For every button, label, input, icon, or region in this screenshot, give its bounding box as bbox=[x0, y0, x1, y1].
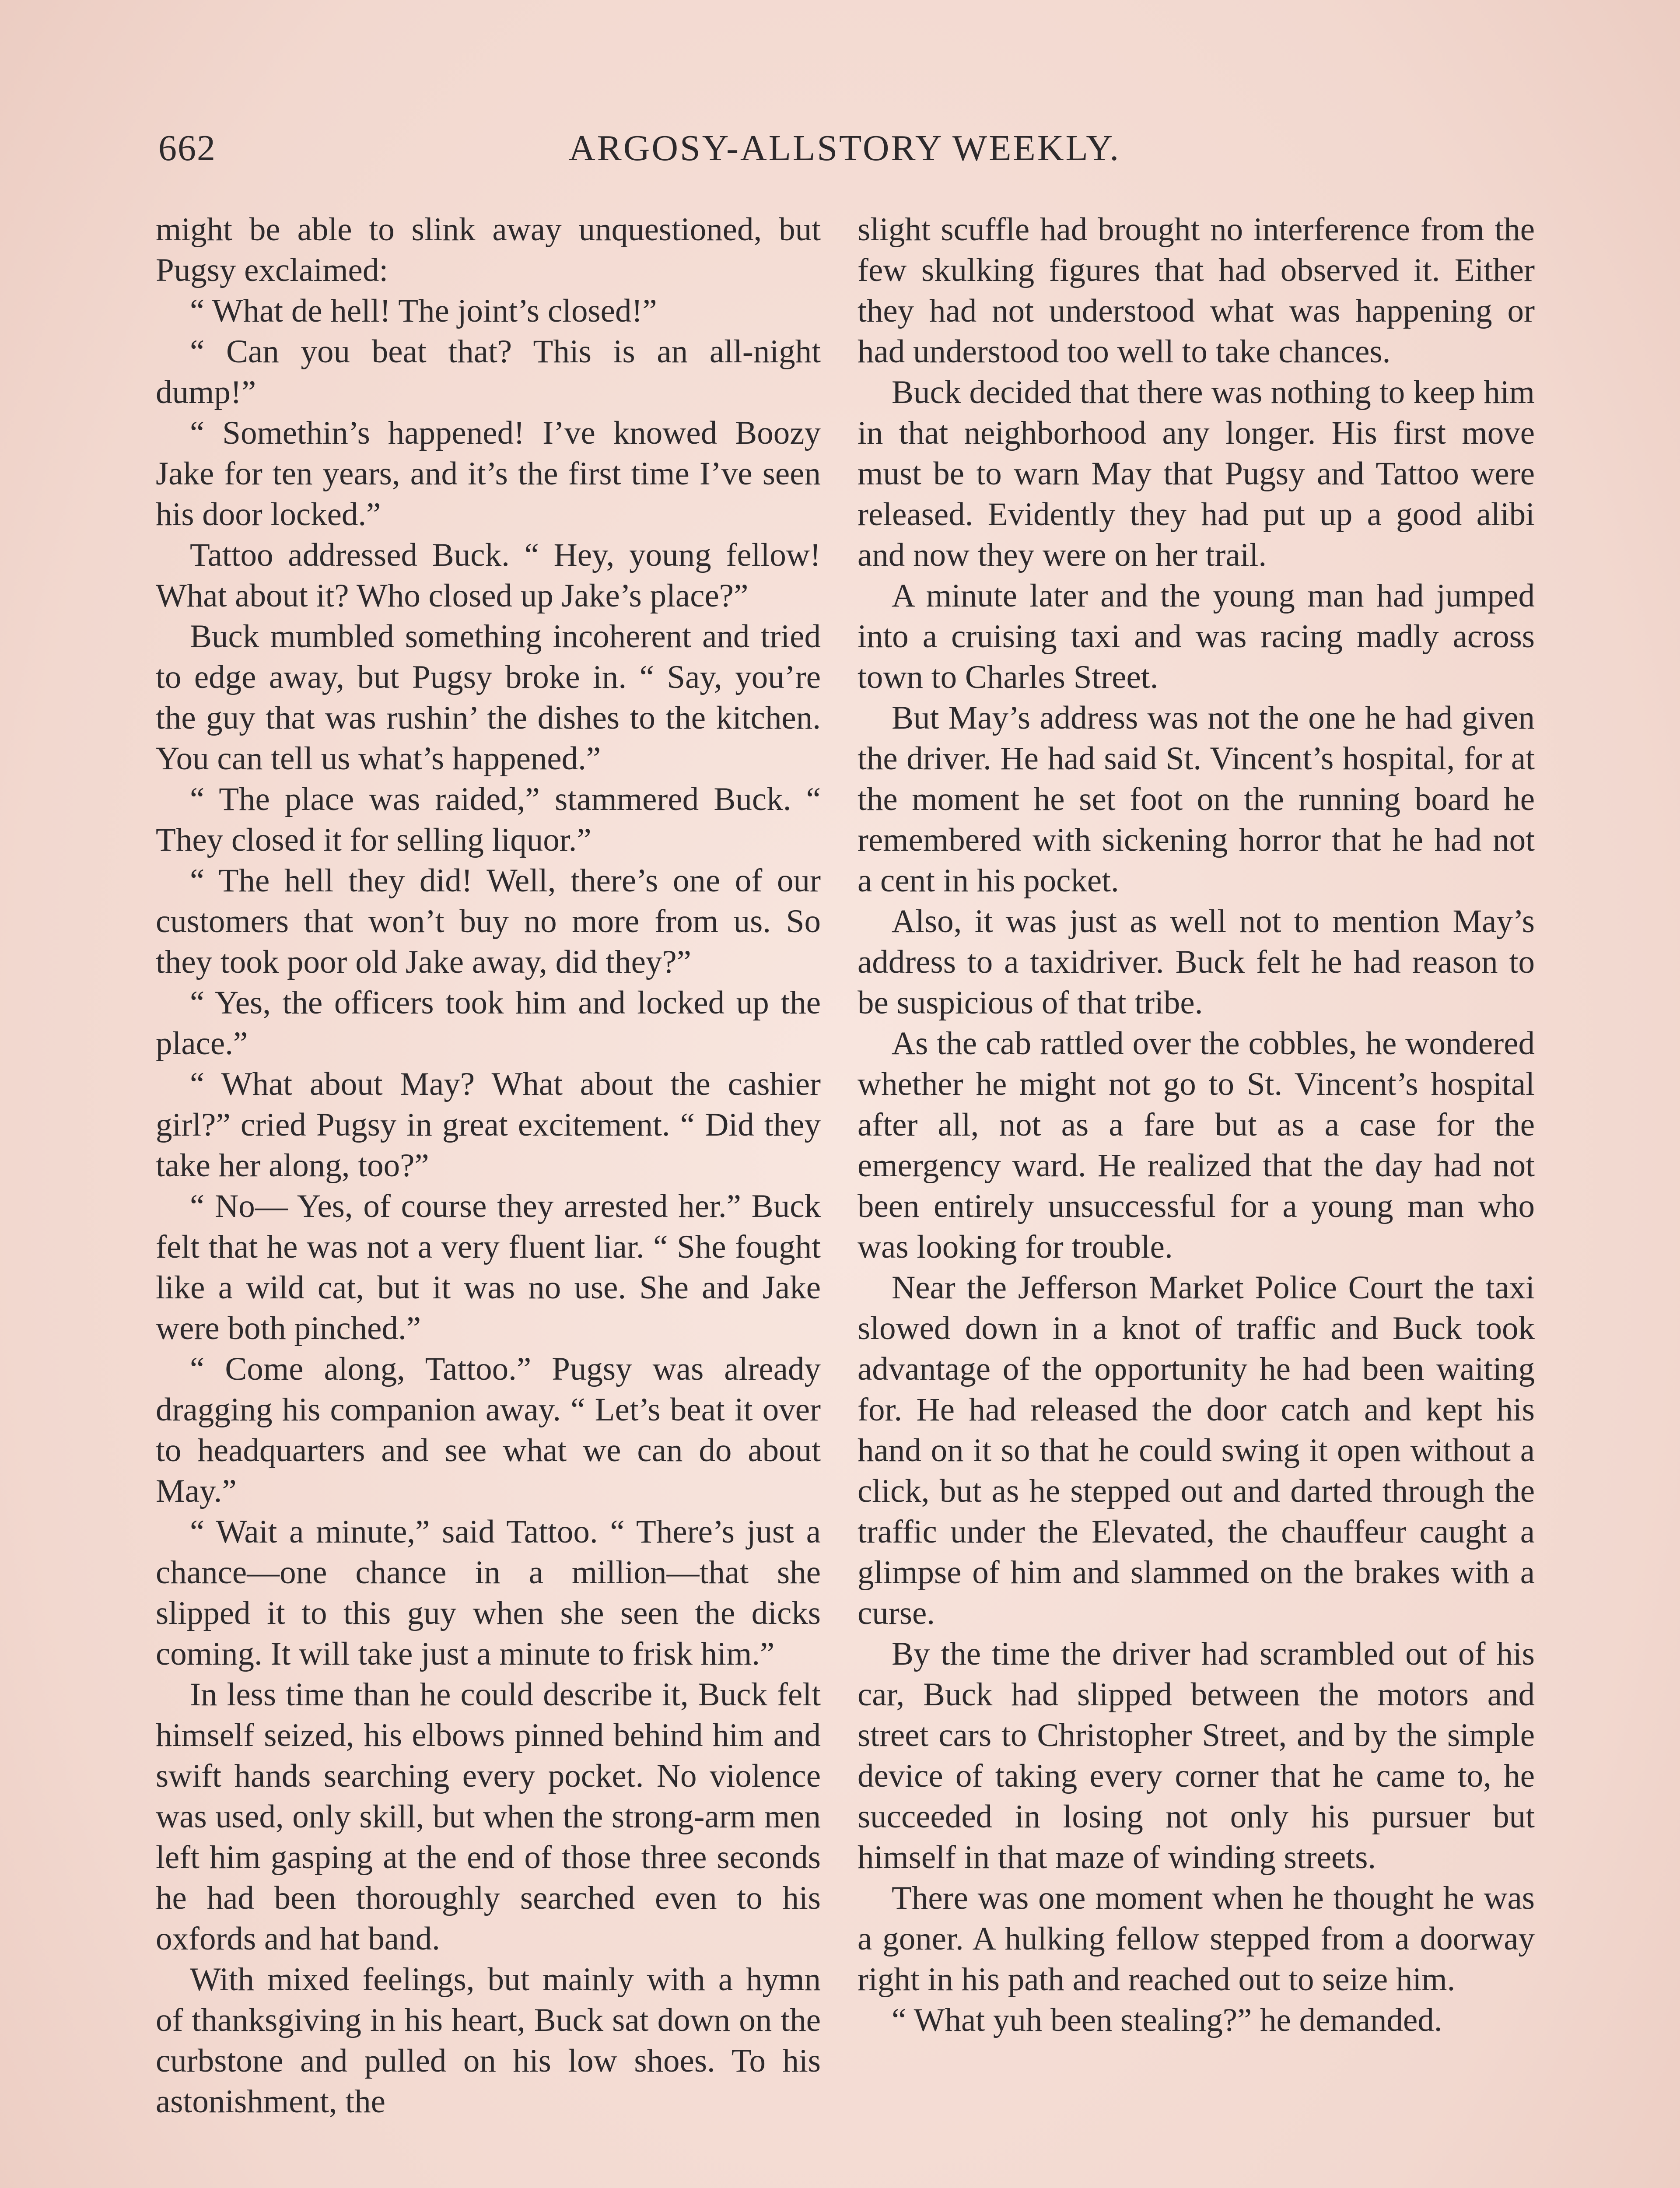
paragraph: “ Yes, the officers took him and locked up the place.” bbox=[156, 985, 821, 1062]
paragraph: As the cab rattled over the cobbles, he wondered whether he might not go to St. Vincent’s hospital after all, not as a fare but as a case for the emergency ward. He realized that the day had not been entirely unsuccessful for a young man who was looking for trouble. bbox=[858, 1025, 1535, 1265]
page-number: 662 bbox=[158, 128, 216, 168]
paragraph: “ Wait a minute,” said Tattoo. “ There’s just a chance—one chance in a million—that she slipped it to this guy when she seen the dicks coming. It will take just a minute to frisk him.” bbox=[156, 1514, 821, 1672]
paragraph: A minute later and the young man had jumped into a cruising taxi and was racing madly across town to Charles Street. bbox=[858, 578, 1535, 695]
paragraph: “ Can you beat that? This is an all-night dump!” bbox=[156, 333, 821, 410]
paragraph: “ The hell they did! Well, there’s one of our customers that won’t buy no more from us. So they took poor old Jake away, did they?” bbox=[156, 863, 821, 980]
paragraph: “ What yuh been stealing?” he demanded. bbox=[892, 2002, 1442, 2038]
paragraph: But May’s address was not the one he had given the driver. He had said St. Vincent’s hospital, for at the moment he set foot on the running board he remembered with sickening horror that he had not a cent in his pocket. bbox=[858, 700, 1535, 899]
paragraph: Buck mumbled something incoherent and tried to edge away, but Pugsy broke in. “ Say, you’re the guy that was rushin’ the dishes to the kitchen. You can tell us what’s happened.” bbox=[156, 618, 821, 777]
left-column bbox=[156, 209, 821, 2122]
paragraph: By the time the driver had scrambled out of his car, Buck had slipped between the motors and street cars to Christopher Street, and by the simple device of taking every corner that he came to, he succeeded in losing not only his pursuer but himself in that maze of winding streets. bbox=[858, 1636, 1535, 1876]
paragraph: “ Come along, Tattoo.” Pugsy was already dragging his companion away. “ Let’s beat it over to headquarters and see what we can do about May.” bbox=[156, 1351, 821, 1509]
paragraph: There was one moment when he thought he was a goner. A hulking fellow stepped from a doorway right in his path and reached out to seize him. bbox=[858, 1880, 1535, 1998]
paragraph: In less time than he could describe it, Buck felt himself seized, his elbows pinned behind him and swift hands searching every pocket. No violence was used, only skill, but when the strong-arm men left him gasping at the end of those three seconds he had been thoroughly searched even to his oxfords and hat band. bbox=[156, 1676, 821, 1957]
paragraph: “ What about May? What about the cashier girl?” cried Pugsy in great excitement. “ Did they take her along, too?” bbox=[156, 1066, 821, 1184]
paragraph: might be able to slink away unquestioned, but Pugsy exclaimed: bbox=[156, 211, 821, 288]
running-head: ARGOSY-ALLSTORY WEEKLY. bbox=[569, 128, 1121, 168]
paragraph: Buck decided that there was nothing to keep him in that neighborhood any longer. His first move must be to warn May that Pugsy and Tattoo were released. Evidently they had put up a good alibi and now they were on her trail. bbox=[858, 374, 1535, 573]
paragraph: “ The place was raided,” stammered Buck. “ They closed it for selling liquor.” bbox=[156, 781, 821, 858]
paragraph: Also, it was just as well not to mention May’s address to a taxidriver. Buck felt he had reason to be suspicious of that tribe. bbox=[858, 903, 1535, 1021]
page-header bbox=[0, 127, 1680, 188]
paragraph: “ No— Yes, of course they arrested her.” Buck felt that he was not a very fluent liar. “ She fought like a wild cat, but it was no use. She and Jake were both pinched.” bbox=[156, 1188, 821, 1346]
paragraph: With mixed feelings, but mainly with a hymn of thanksgiving in his heart, Buck sat down on the curbstone and pulled on his low shoes. To his astonishment, the bbox=[156, 1961, 821, 2120]
paragraph: slight scuffle had brought no interference from the few skulking figures that had observed it. Either they had not understood what was happening or had understood too well to take chances. bbox=[858, 211, 1535, 370]
paragraph: Tattoo addressed Buck. “ Hey, young fellow! What about it? Who closed up Jake’s place?” bbox=[156, 537, 821, 614]
right-column bbox=[858, 209, 1535, 2041]
paragraph: “ Somethin’s happened! I’ve knowed Boozy Jake for ten years, and it’s the first time I’ve seen his door locked.” bbox=[156, 415, 821, 533]
paragraph: Near the Jefferson Market Police Court the taxi slowed down in a knot of traffic and Buck took advantage of the opportunity he had been waiting for. He had released the door catch and kept his hand on it so that he could swing it open without a click, but as he stepped out and darted through the traffic under the Elevated, the chauffeur caught a glimpse of him and slammed on the brakes with a curse. bbox=[858, 1269, 1535, 1631]
paragraph: “ What de hell! The joint’s closed!” bbox=[190, 293, 657, 329]
